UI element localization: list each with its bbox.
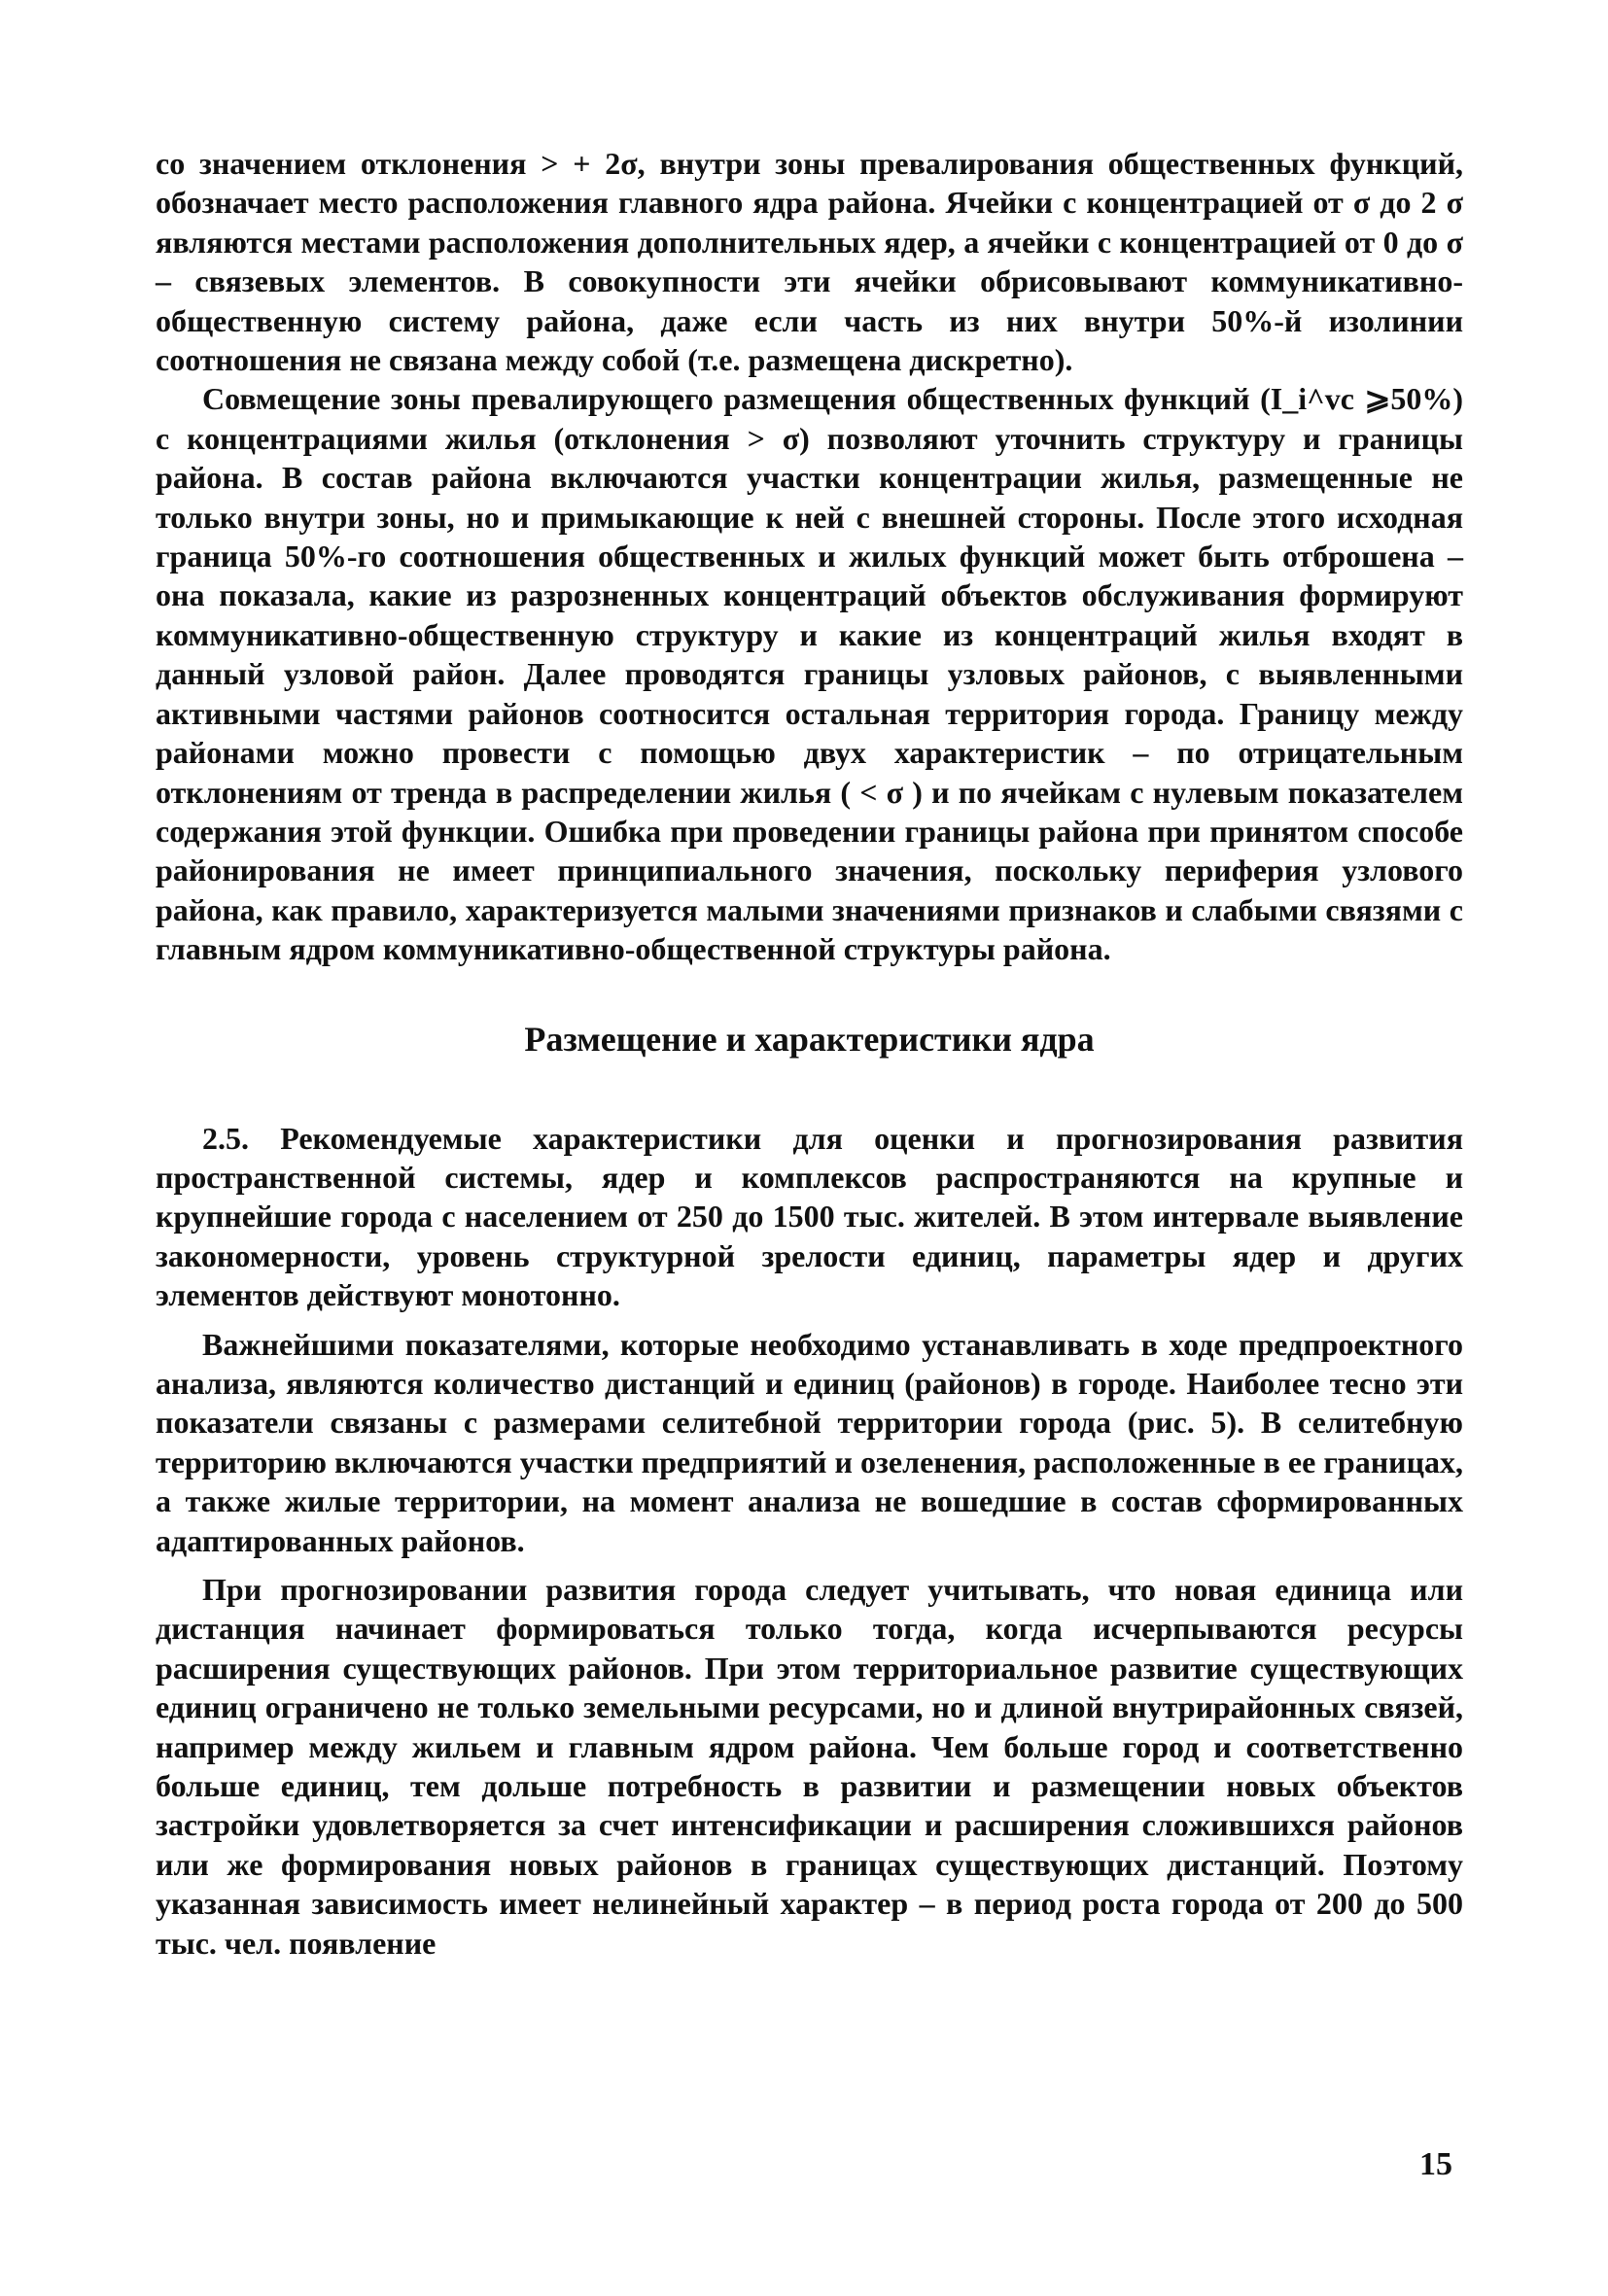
paragraph-2: Совмещение зоны превалирующего размещения общественных функций (I_i^vc ⩾50%) с концентрациями жилья (отклонения > σ) позволяют уточнить структуру и границы района. В состав района включаются участки концентрации жилья, размещенные не только внутри зоны, но и примыкающие к ней с внешней стороны. После этого исходная граница 50%-го соотношения общественных и жилых функций может быть отброшена – она показала, какие из разрозненных концентраций объектов обслуживания формируют коммуникативно-общественную структуру и какие из концентраций жилья входят в данный узловой район. Далее проводятся границы узловых районов, с выявленными активными частями районов соотносится остальная территория города. Границу между районами можно провести с помощью двух характеристик – по отрицательным отклонениям от тренда в распределении жилья ( < σ ) и по ячейкам с нулевым показателем содержания этой функции. Ошибка при проведении границы района при принятом способе районирования не имеет принципиального значения, поскольку периферия узлового района, как правило, характеризуется малыми значениями признаков и слабыми связями с главным ядром коммуникативно-общественной структуры района. (156, 381, 1463, 967)
paragraph-5: При прогнозировании развития города следует учитывать, что новая единица или дистанция начинает формироваться только тогда, когда исчерпываются ресурсы расширения существующих районов. При этом территориальное развитие существующих единиц ограничено не только земельными ресурсами, но и длиной внутрирайонных связей, например между жильем и главным ядром района. Чем больше город и соответственно больше единиц, тем дольше потребность в развитии и размещении новых объектов застройки удовлетворяется за счет интенсификации и расширения сложившихся районов или же формирования новых районов в границах существующих дистанций. Поэтому указанная зависимость имеет нелинейный характер – в период роста города от 200 до 500 тыс. чел. появление (156, 1572, 1463, 1961)
paragraph-gap (156, 1560, 1463, 1570)
page-number: 15 (1419, 2146, 1452, 2182)
document-page (156, 144, 1463, 1963)
paragraph-1: со значением отклонения > + 2σ, внутри зоны превалирования общественных функций, обозначает место расположения главного ядра района. Ячейки с концентрацией от σ до 2 σ являются местами расположения дополнительных ядер, а ячейки с концентрацией от 0 до σ – связевых элементов. В совокупности эти ячейки обрисовывают коммуникативно-общественную систему района, даже если часть из них внутри 50%-й изолинии соотношения не связана между собой (т.е. размещена дискретно). (156, 146, 1463, 378)
section-heading: Размещение и характеристики ядра (524, 1019, 1095, 1059)
paragraph-4: Важнейшими показателями, которые необходимо устанавливать в ходе предпроектного анализа, являются количество дистанций и единиц (районов) в городе. Наиболее тесно эти показатели связаны с размерами селитебной территории города (рис. 5). В селитебную территорию включаются участки предприятий и озеленения, расположенные в ее границах, а также жилые территории, на момент анализа не вошедшие в состав сформированных адаптированных районов. (156, 1326, 1463, 1558)
paragraph-3: 2.5. Рекомендуемые характеристики для оценки и прогнозирования развития пространственной системы, ядер и комплексов распространяются на крупные и крупнейшие города с населением от 250 до 1500 тыс. жителей. В этом интервале выявление закономерности, уровень структурной зрелости единиц, параметры ядер и других элементов действуют монотонно. (156, 1120, 1463, 1313)
paragraph-gap (156, 1315, 1463, 1325)
